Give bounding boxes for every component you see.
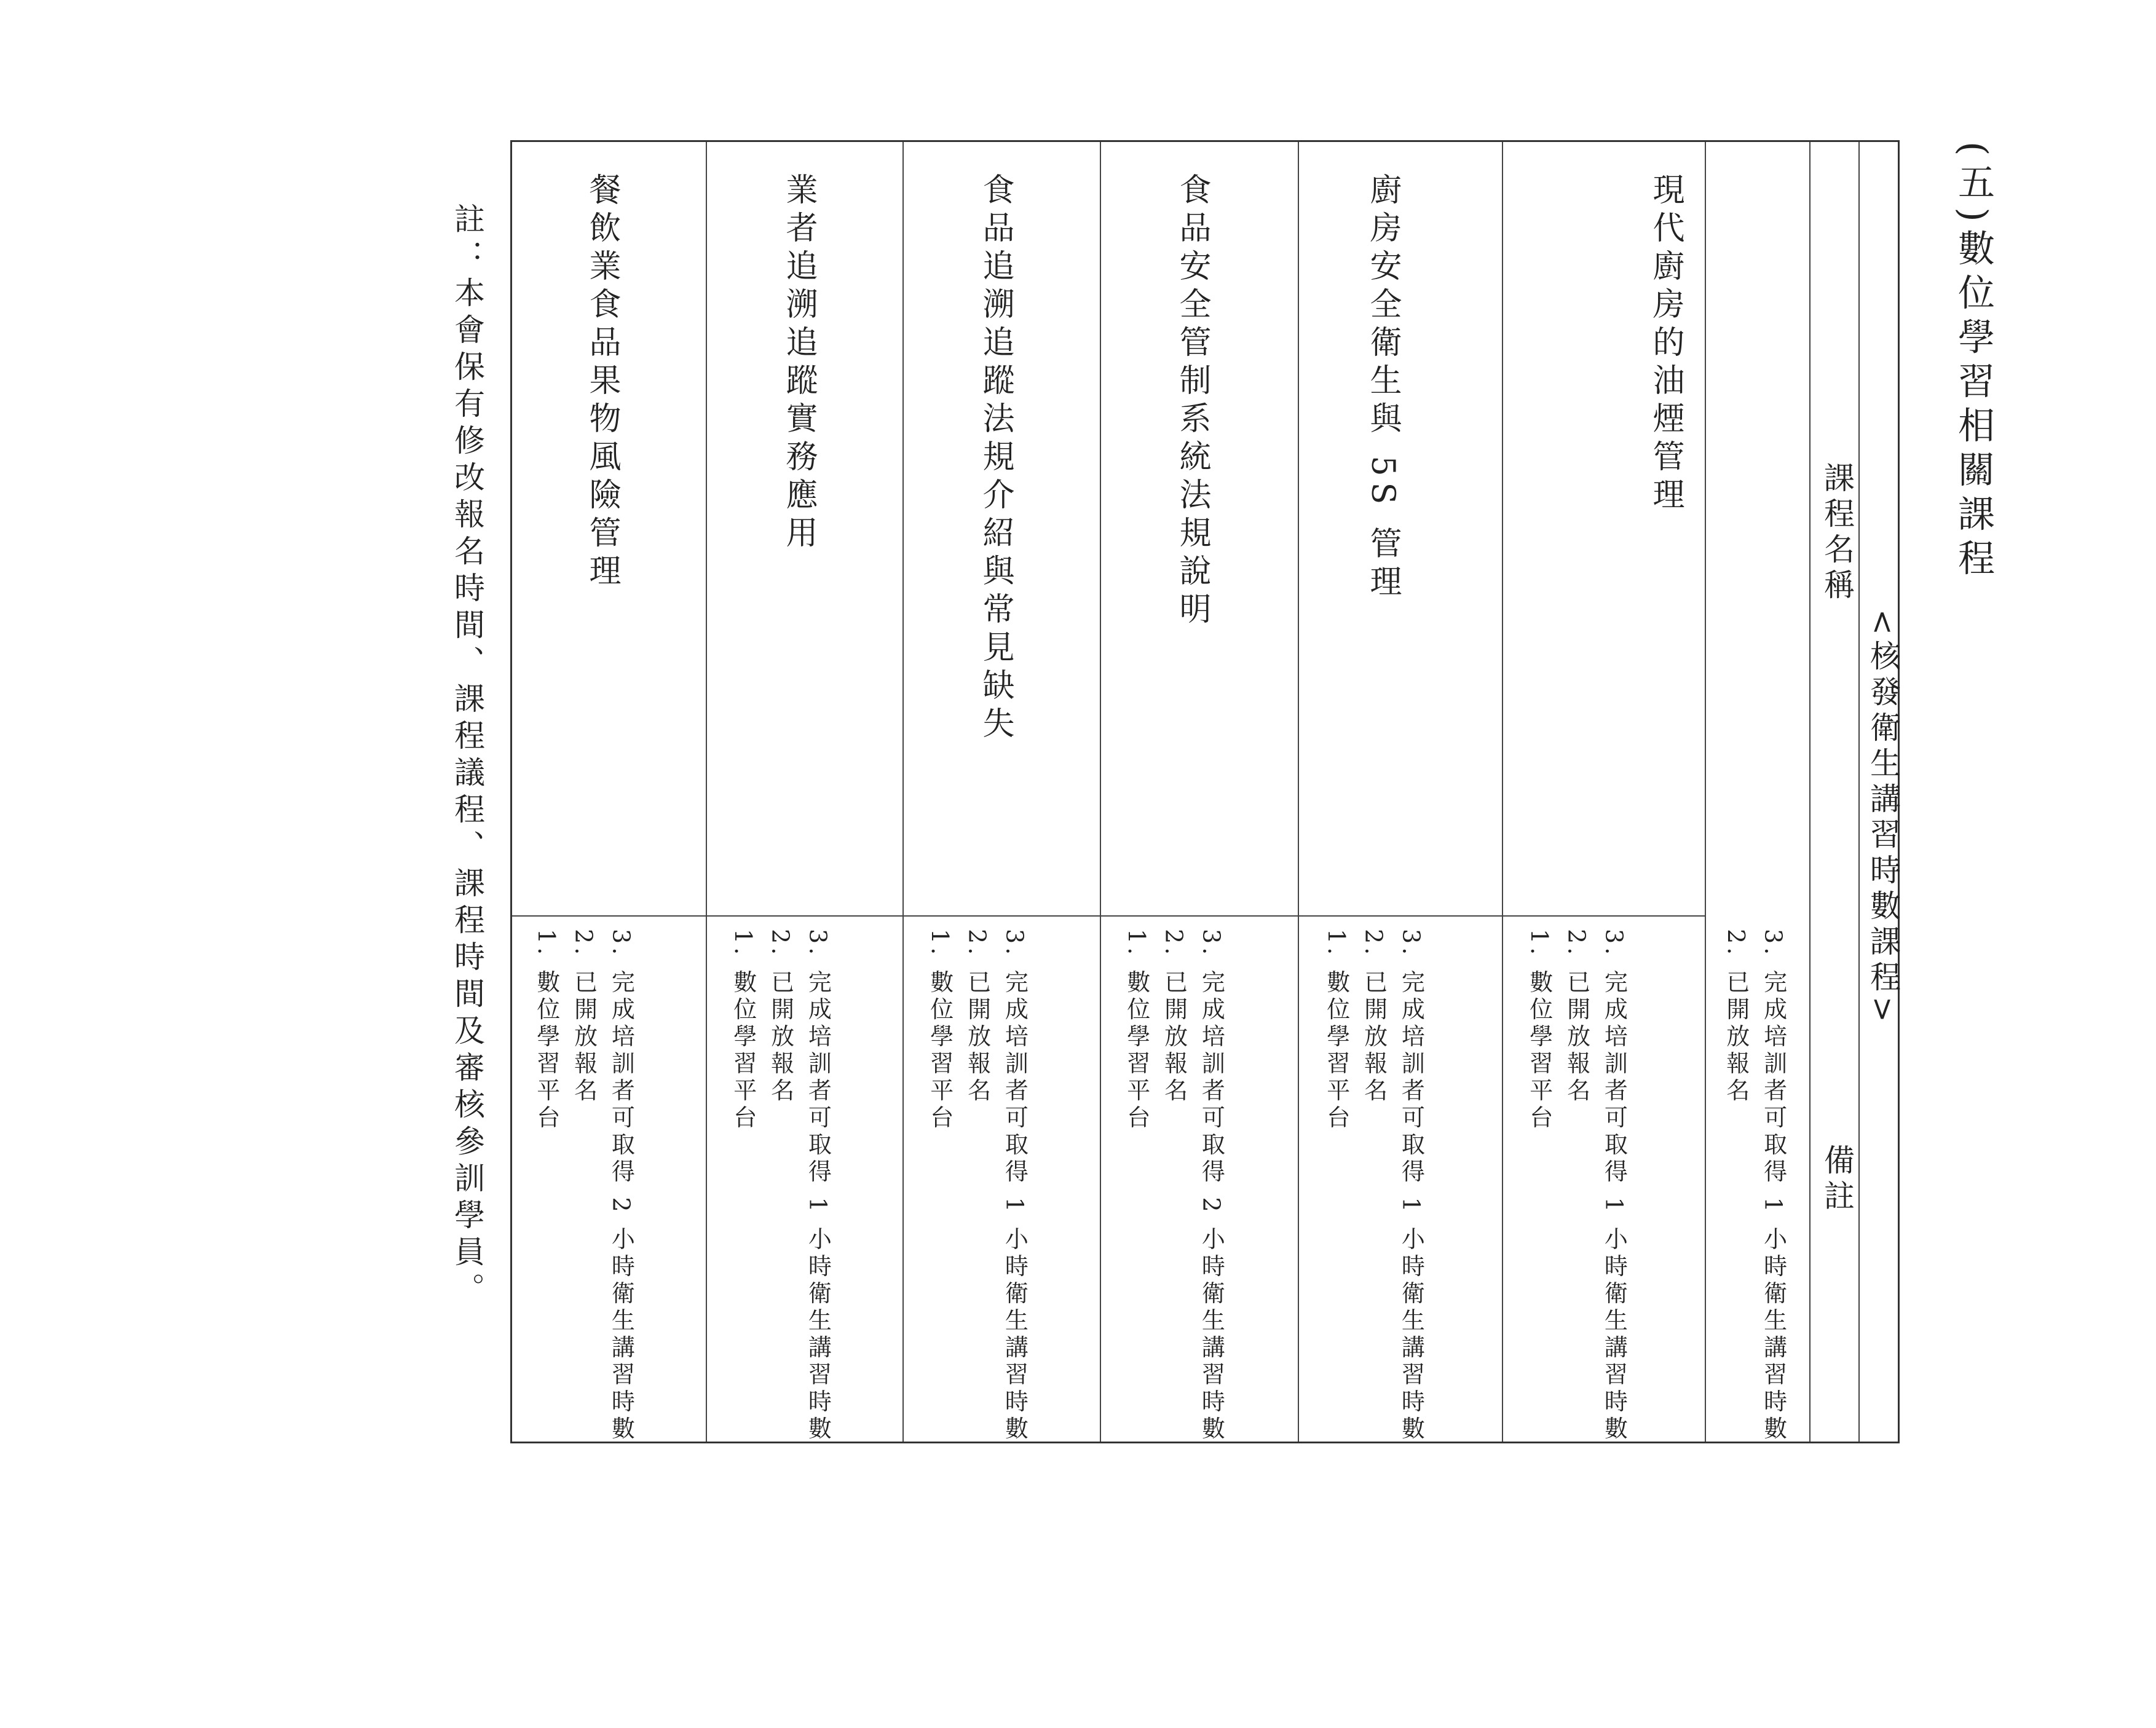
remark-line: 1. 數位學習平台 [729, 929, 757, 1132]
table-subtitle: <核發衛生講習時數課程> [1865, 609, 1901, 1027]
divider-row-3 [1100, 142, 1101, 1442]
course-remarks [1317, 929, 1429, 1728]
remark-line: 3. 完成培訓者可取得 2 小時衛生講習時數 [1198, 929, 1225, 1443]
remark-line: 1. 數位學習平台 [1525, 929, 1553, 1132]
course-remarks [527, 929, 639, 1728]
course-name: 現代廚房的油煙管理 [1647, 173, 1684, 516]
remark-line: 3. 完成培訓者可取得 2 小時衛生講習時數 [607, 929, 635, 1443]
remark-line: 3. 完成培訓者可取得 1 小時衛生講習時數 [1397, 929, 1425, 1443]
remark-line: 1. 數位學習平台 [532, 929, 560, 1132]
divider-row-0 [1705, 142, 1706, 1442]
course-name: 食品安全管制系統法規說明 [1174, 173, 1210, 630]
remark-line: 2. 已開放報名 [1722, 929, 1750, 1105]
remark-line: 2. 已開放報名 [767, 929, 794, 1105]
remark-line: 2. 已開放報名 [570, 929, 598, 1105]
divider-row-4 [902, 142, 904, 1442]
remark-line: 2. 已開放報名 [1360, 929, 1388, 1105]
course-name: 食品追溯追蹤法規介紹與常見缺失 [977, 173, 1014, 744]
course-remarks [1118, 929, 1230, 1728]
divider-row-1 [1502, 142, 1503, 1442]
course-remarks [724, 929, 836, 1728]
remark-line: 1. 數位學習平台 [1123, 929, 1150, 1132]
footnote: 註：本會保有修改報名時間、課程議程、課程時間及審核參訓學員。 [449, 203, 485, 1309]
remark-line: 2. 已開放報名 [1563, 929, 1590, 1105]
header-remarks: 備註 [1819, 1144, 1855, 1215]
top-row-remarks [1717, 929, 1792, 1728]
course-table [510, 140, 1900, 1443]
course-remarks [921, 929, 1033, 1728]
course-name: 業者追溯追蹤實務應用 [780, 173, 817, 554]
remark-line: 1. 數位學習平台 [926, 929, 954, 1132]
divider-row-5 [706, 142, 707, 1442]
divider-subtitle [1858, 142, 1860, 1442]
remark-line: 1. 數位學習平台 [1322, 929, 1350, 1132]
course-name: 廚房安全衛生與 5S 管理 [1364, 173, 1401, 603]
course-name: 餐飲業食品果物風險管理 [583, 173, 620, 592]
divider-course-remarks [512, 915, 1705, 917]
section-heading: (五)數位學習相關課程 [1952, 141, 1995, 583]
header-course-name: 課程名稱 [1819, 462, 1855, 604]
divider-row-2 [1298, 142, 1299, 1442]
remark-line: 3. 完成培訓者可取得 1 小時衛生講習時數 [1600, 929, 1628, 1443]
remark-line: 2. 已開放報名 [1160, 929, 1188, 1105]
remark-line: 3. 完成培訓者可取得 1 小時衛生講習時數 [1001, 929, 1029, 1443]
divider-header [1809, 142, 1810, 1442]
remark-line: 3. 完成培訓者可取得 1 小時衛生講習時數 [1759, 929, 1787, 1443]
course-remarks [1520, 929, 1632, 1728]
remark-line: 3. 完成培訓者可取得 1 小時衛生講習時數 [804, 929, 832, 1443]
remark-line: 2. 已開放報名 [963, 929, 991, 1105]
